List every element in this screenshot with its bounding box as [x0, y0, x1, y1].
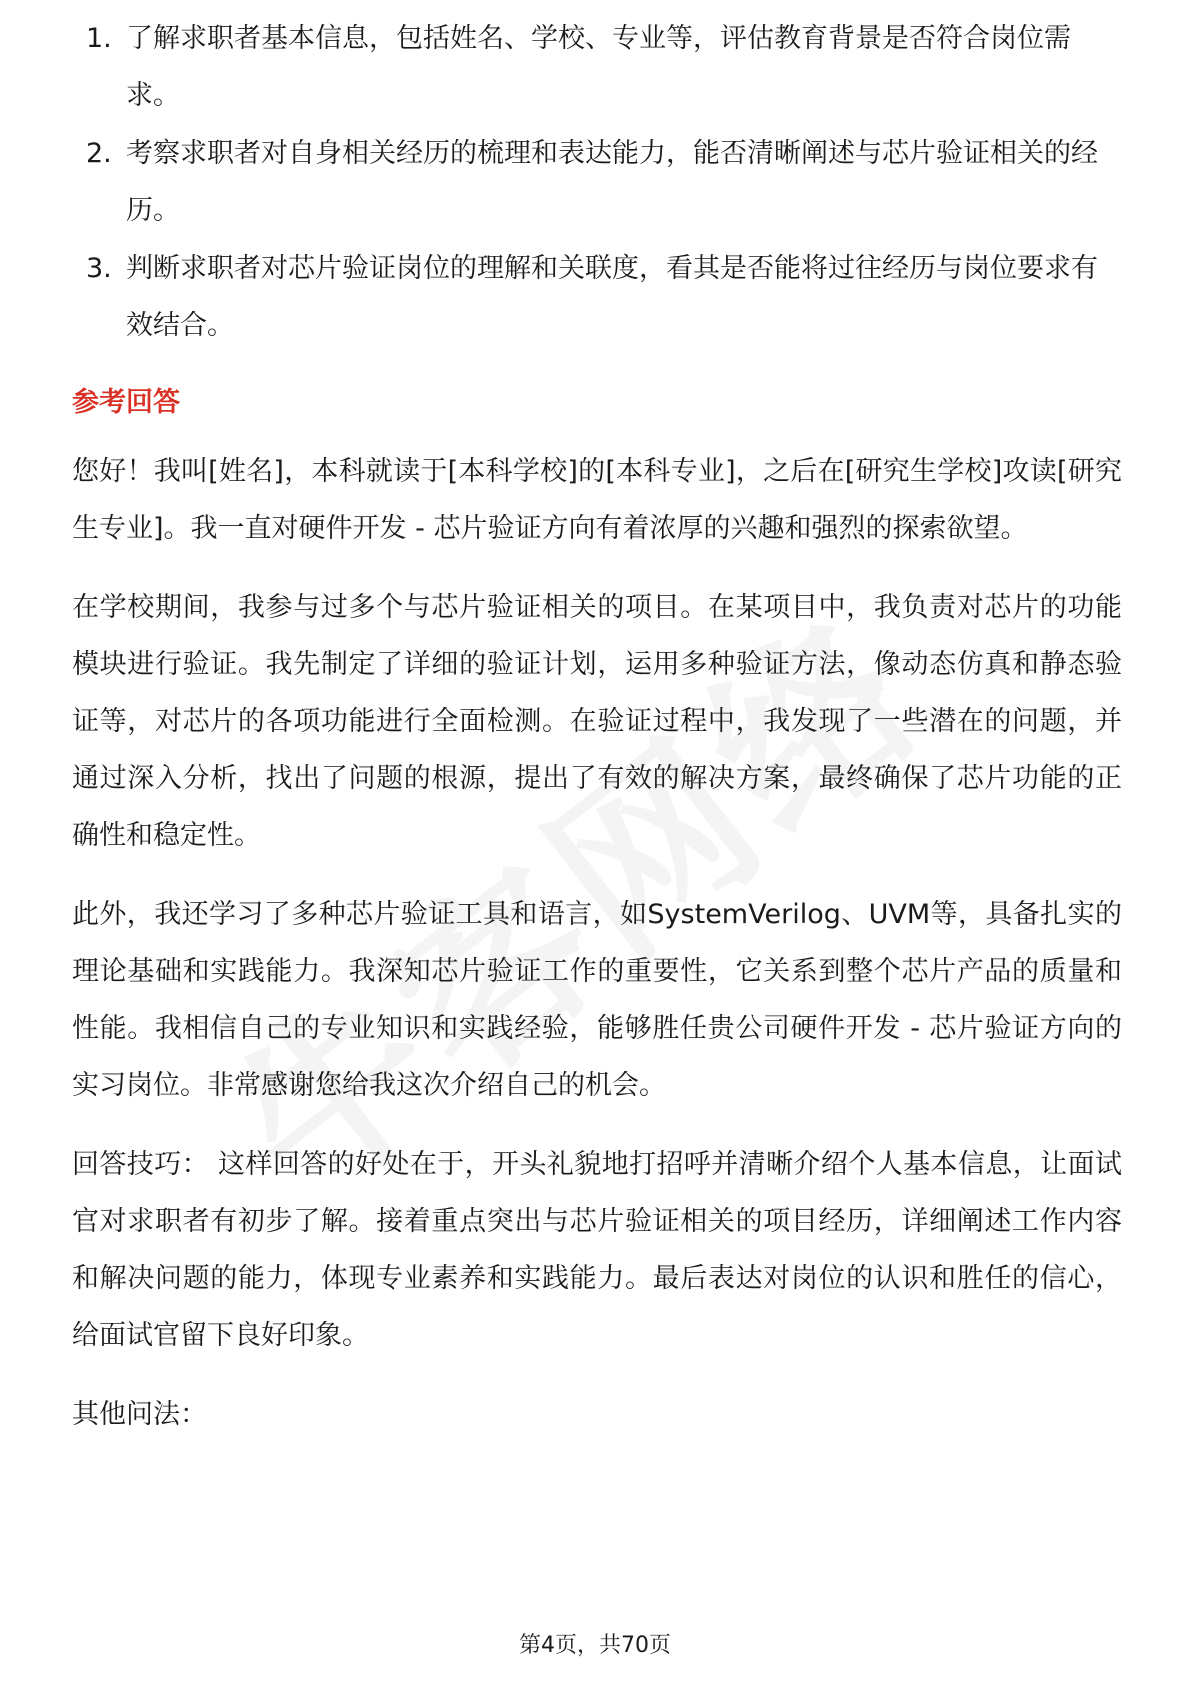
list-item-number: 3. [86, 253, 112, 284]
list-item-number: 1. [86, 23, 112, 54]
list-item [72, 10, 1122, 124]
answer-paragraph: 此外，我还学习了多种芯片验证工具和语言，如SystemVerilog、UVM等，具备扎实的理论基础和实践能力。我深知芯片验证工作的重要性，它关系到整个芯片产品的质量和性能。我相信自己的专业知识和实践经验，能够胜任贵公司硬件开发 - 芯片验证方向的实习岗位。非常感谢您给我这次介绍自己的机会。 [72, 899, 1122, 1101]
page-content [72, 23, 1122, 1465]
list-item-text: 考察求职者对自身相关经历的梳理和表达能力，能否清晰阐述与芯片验证相关的经历。 [126, 138, 1098, 226]
answer-paragraph: 您好！我叫[姓名]，本科就读于[本科学校]的[本科专业]，之后在[研究生学校]攻读[研究生专业]。我一直对硬件开发 - 芯片验证方向有着浓厚的兴趣和强烈的探索欲望。 [72, 456, 1122, 544]
section-title: 参考回答 [72, 387, 180, 418]
other-questions-label: 其他问法： [72, 1399, 207, 1430]
page-number: 第4页，共70页 [519, 1633, 671, 1658]
list-item [72, 125, 1122, 239]
list-item-text: 判断求职者对芯片验证岗位的理解和关联度，看其是否能将过往经历与岗位要求有效结合。 [126, 253, 1098, 341]
criteria-list [72, 10, 1122, 354]
list-item-text: 了解求职者基本信息，包括姓名、学校、专业等，评估教育背景是否符合岗位需求。 [126, 23, 1071, 111]
list-item [72, 240, 1122, 354]
answer-tips: 回答技巧： 这样回答的好处在于，开头礼貌地打招呼并清晰介绍个人基本信息，让面试官对求职者有初步了解。接着重点突出与芯片验证相关的项目经历，详细阐述工作内容和解决问题的能力，体现专业素养和实践能力。最后表达对岗位的认识和胜任的信心，给面试官留下良好印象。 [72, 1149, 1122, 1351]
list-item-number: 2. [86, 138, 112, 169]
answer-paragraph: 在学校期间，我参与过多个与芯片验证相关的项目。在某项目中，我负责对芯片的功能模块进行验证。我先制定了详细的验证计划，运用多种验证方法，像动态仿真和静态验证等，对芯片的各项功能进行全面检测。在验证过程中，我发现了一些潜在的问题，并通过深入分析，找出了问题的根源，提出了有效的解决方案，最终确保了芯片功能的正确性和稳定性。 [72, 592, 1122, 851]
